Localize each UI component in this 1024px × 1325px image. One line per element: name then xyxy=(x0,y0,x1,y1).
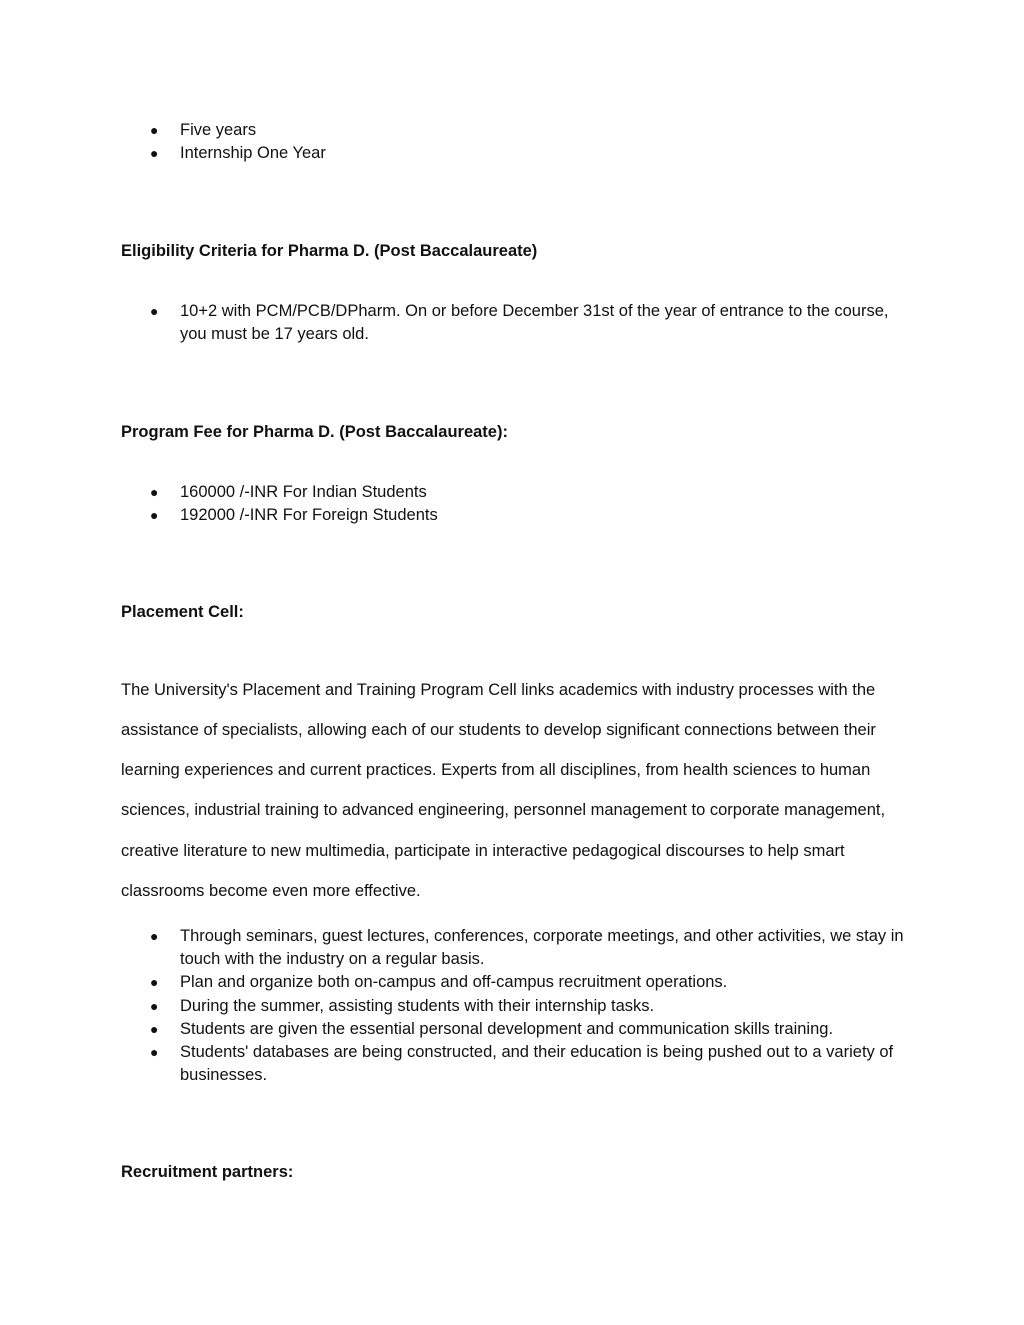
bullet-icon: ● xyxy=(150,145,159,162)
list-item-text: Five years xyxy=(180,121,257,139)
bullet-icon: ● xyxy=(150,974,159,991)
placement-list xyxy=(150,925,912,1087)
recruitment-heading: Recruitment partners: xyxy=(121,1163,294,1181)
list-item-text: Internship One Year xyxy=(180,144,326,163)
list-item-text: Plan and organize both on-campus and off-campus recruitment operations. xyxy=(180,973,728,992)
list-item xyxy=(150,1018,912,1041)
bullet-icon: ● xyxy=(150,928,159,944)
list-item xyxy=(150,1041,912,1087)
bullet-icon: ● xyxy=(150,303,159,319)
duration-list xyxy=(150,119,910,165)
list-item xyxy=(150,971,912,994)
list-item xyxy=(150,481,910,504)
list-item-text: 160000 /-INR For Indian Students xyxy=(180,483,427,501)
list-item xyxy=(150,995,912,1018)
list-item-text: During the summer, assisting students with their internship tasks. xyxy=(180,996,655,1015)
fee-list xyxy=(150,481,910,527)
list-item-text: 10+2 with PCM/PCB/DPharm. On or before December 31st of the year of entrance to the course, you must be 17 years old. xyxy=(180,302,889,344)
bullet-icon: ● xyxy=(150,1020,159,1037)
placement-paragraph: The University's Placement and Training Program Cell links academics with industry processes with the assistance of specialists, allowing each of our students to develop significant connections between their learning experiences and current practices. Experts from all disciplines, from health sciences to human sciences, industrial training to advanced engineering, personnel management to corporate management, creative literature to new multimedia, participate in interactive pedagogical discourses to help smart classrooms become even more effective. xyxy=(121,680,886,900)
list-item-text: Through seminars, guest lectures, conferences, corporate meetings, and other activities, we stay in touch with the industry on a regular basis. xyxy=(180,927,904,969)
placement-heading: Placement Cell: xyxy=(121,603,244,621)
list-item xyxy=(150,925,912,971)
bullet-icon: ● xyxy=(150,997,159,1014)
bullet-icon: ● xyxy=(150,122,159,138)
eligibility-list xyxy=(150,300,890,346)
bullet-icon: ● xyxy=(150,507,159,524)
list-item-text: Students are given the essential personal development and communication skills training. xyxy=(180,1019,834,1038)
list-item-text: Students' databases are being constructed, and their education is being pushed out to a variety of businesses. xyxy=(180,1043,894,1085)
fee-heading: Program Fee for Pharma D. (Post Baccalaureate): xyxy=(121,423,508,441)
list-item xyxy=(150,504,910,527)
list-item-text: 192000 /-INR For Foreign Students xyxy=(180,506,438,525)
bullet-icon: ● xyxy=(150,1044,159,1061)
list-item xyxy=(150,300,890,346)
bullet-icon: ● xyxy=(150,484,159,500)
list-item xyxy=(150,119,910,142)
eligibility-heading: Eligibility Criteria for Pharma D. (Post Baccalaureate) xyxy=(121,242,538,260)
list-item xyxy=(150,142,910,165)
